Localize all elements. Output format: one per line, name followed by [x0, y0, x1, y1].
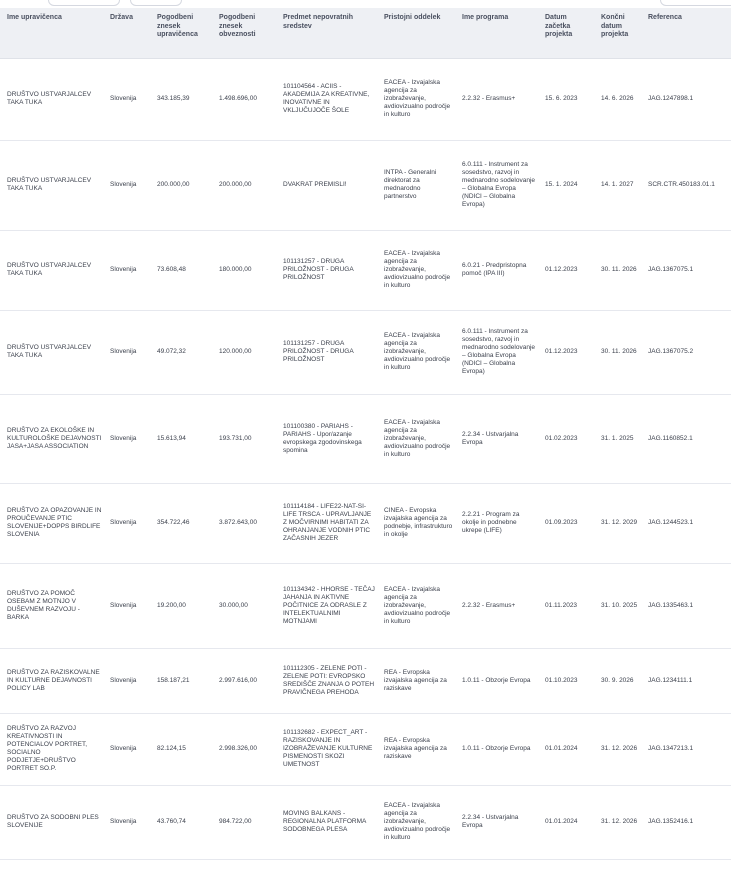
cell-start-date: 01.12.2023: [541, 230, 597, 310]
top-control-right[interactable]: [660, 0, 731, 6]
cell-beneficiary-amount: 19.200,00: [153, 563, 215, 648]
cell-start-date: 01.10.2023: [541, 648, 597, 713]
cell-beneficiary-amount: 73.608,48: [153, 230, 215, 310]
cell-name: DRUŠTVO ZA RAZVOJ KREATIVNOSTI IN POTENCIALOV PORTRET, SOCIALNO PODJETJE+DRUŠTVO PORTRET SO.P.: [0, 713, 106, 785]
cell-department: EACEA - Izvajalska agencija za izobraževanje, avdiovizualno področje in kulturo: [380, 230, 458, 310]
cell-name: DRUŠTVO USTVARJALCEV TAKA TUKA: [0, 230, 106, 310]
cell-commitment-amount: 180.000,00: [215, 230, 279, 310]
cell-start-date: 01.11.2023: [541, 563, 597, 648]
header-country[interactable]: Država: [110, 14, 133, 21]
table-header-row: [0, 8, 731, 58]
table-row[interactable]: [0, 648, 731, 713]
cell-name: DRUŠTVO ZA POMOČ OSEBAM Z MOTNJO V DUŠEVNEM RAZVOJU - BARKA: [0, 563, 106, 648]
cell-reference: JAG.1347213.1: [644, 713, 731, 785]
cell-program: 2.2.34 - Ustvarjalna Evropa: [458, 394, 541, 483]
cell-program: 6.0.111 - Instrument za sosedstvo, razvoj in mednarodno sodelovanje – Globalna Evropa (NDICI – Globalna Evropa): [458, 310, 541, 394]
cell-subject: MOVING BALKANS - REGIONALNA PLATFORMA SODOBNEGA PLESA: [279, 785, 380, 859]
cell-beneficiary-amount: 49.072,32: [153, 310, 215, 394]
cell-commitment-amount: 30.000,00: [215, 563, 279, 648]
header-reference[interactable]: Referenca: [648, 14, 682, 21]
cell-commitment-amount: 200.000,00: [215, 140, 279, 230]
cell-program: 1.0.11 - Obzorje Evropa: [458, 648, 541, 713]
cell-program: 2.2.32 - Erasmus+: [458, 563, 541, 648]
table-row[interactable]: [0, 563, 731, 648]
header-name[interactable]: Ime upravičenca: [7, 14, 62, 21]
cell-program: 2.2.21 - Program za okolje in podnebne ukrepe (LIFE): [458, 483, 541, 563]
cell-reference: JAG.1367075.1: [644, 230, 731, 310]
cell-program: 1.0.11 - Obzorje Evropa: [458, 713, 541, 785]
cell-commitment-amount: 1.498.696,00: [215, 58, 279, 140]
cell-program: 2.2.34 - Ustvarjalna Evropa: [458, 785, 541, 859]
cell-end-date: 30. 9. 2026: [597, 648, 644, 713]
table-row[interactable]: [0, 140, 731, 230]
cell-end-date: 31. 1. 2025: [597, 394, 644, 483]
cell-subject: 101104564 - ACIIS - AKADEMIJA ZA KREATIVNE, INOVATIVNE IN VKLJUČUJOČE ŠOLE: [279, 58, 380, 140]
table-row[interactable]: [0, 483, 731, 563]
cell-department: INTPA - Generalni direktorat za mednarodno partnerstvo: [380, 140, 458, 230]
cell-department: EACEA - Izvajalska agencija za izobraževanje, avdiovizualno področje in kulturo: [380, 310, 458, 394]
cell-subject: 101112305 - ZELENE POTI - ZELENE POTI: EVROPSKO SREDIŠČE ZNANJA O POTEH PRAVIČNEGA PREHODA: [279, 648, 380, 713]
top-control-middle[interactable]: [130, 0, 182, 6]
cell-program: 6.0.21 - Predpristopna pomoč (IPA III): [458, 230, 541, 310]
cell-department: REA - Evropska izvajalska agencija za raziskave: [380, 648, 458, 713]
table-row[interactable]: [0, 394, 731, 483]
cell-end-date: 31. 12. 2026: [597, 785, 644, 859]
cell-name: DRUŠTVO ZA SODOBNI PLES SLOVENIJE: [0, 785, 106, 859]
cell-reference: JAG.1160852.1: [644, 394, 731, 483]
cell-reference: JAG.1244523.1: [644, 483, 731, 563]
cell-department: EACEA - Izvajalska agencija za izobraževanje, avdiovizualno področje in kulturo: [380, 785, 458, 859]
cell-beneficiary-amount: 343.185,39: [153, 58, 215, 140]
cell-end-date: 31. 12. 2026: [597, 713, 644, 785]
cell-name: DRUŠTVO USTVARJALCEV TAKA TUKA: [0, 310, 106, 394]
cell-reference: JAG.1234111.1: [644, 648, 731, 713]
cell-name: DRUŠTVO ZA OPAZOVANJE IN PROUČEVANJE PTIC SLOVENIJE+DOPPS BIRDLIFE SLOVENIA: [0, 483, 106, 563]
cell-end-date: 14. 6. 2026: [597, 58, 644, 140]
cell-beneficiary-amount: 43.760,74: [153, 785, 215, 859]
cell-reference: JAG.1352416.1: [644, 785, 731, 859]
cell-commitment-amount: 120.000,00: [215, 310, 279, 394]
cell-subject: 101134342 - HHORSE - TEČAJ JAHANJA IN AKTIVNE POČITNICE ZA ODRASLE Z INTELEKTUALNIMI MOTNJAMI: [279, 563, 380, 648]
cell-subject: 101132682 - EXPECT_ART - RAZISKOVANJE IN IZOBRAŽEVANJE KULTURNE PISMENOSTI SKOZI UMETNOST: [279, 713, 380, 785]
cell-reference: JAG.1335463.1: [644, 563, 731, 648]
cell-reference: SCR.CTR.450183.01.1: [644, 140, 731, 230]
cell-country: Slovenija: [106, 310, 153, 394]
cell-start-date: 01.01.2024: [541, 785, 597, 859]
cell-beneficiary-amount: 82.124,15: [153, 713, 215, 785]
cell-start-date: 01.12.2023: [541, 310, 597, 394]
cell-commitment-amount: 2.998.326,00: [215, 713, 279, 785]
top-control-left[interactable]: [48, 0, 120, 6]
table-row[interactable]: [0, 230, 731, 310]
cell-commitment-amount: 193.731,00: [215, 394, 279, 483]
cell-country: Slovenija: [106, 140, 153, 230]
cell-commitment-amount: 984.722,00: [215, 785, 279, 859]
cell-reference: JAG.1367075.2: [644, 310, 731, 394]
cell-reference: JAG.1247898.1: [644, 58, 731, 140]
cell-subject: 101114184 - LIFE22-NAT-SI-LIFE TRSCA - UPRAVLJANJE Z MOČVIRNIMI HABITATI ZA OHRANJANJE VODNIH PTIC ZAČASNIH JEZER: [279, 483, 380, 563]
cell-country: Slovenija: [106, 483, 153, 563]
cell-end-date: 14. 1. 2027: [597, 140, 644, 230]
header-department[interactable]: Pristojni oddelek: [384, 14, 441, 21]
cell-name: DRUŠTVO USTVARJALCEV TAKA TUKA: [0, 58, 106, 140]
cell-country: Slovenija: [106, 394, 153, 483]
cell-country: Slovenija: [106, 713, 153, 785]
cell-department: EACEA - Izvajalska agencija za izobraževanje, avdiovizualno področje in kulturo: [380, 394, 458, 483]
header-commitment-amount[interactable]: Pogodbeni znesek obveznosti: [219, 14, 256, 38]
cell-end-date: 31. 10. 2025: [597, 563, 644, 648]
cell-department: REA - Evropska izvajalska agencija za raziskave: [380, 713, 458, 785]
table-row[interactable]: [0, 58, 731, 140]
cell-end-date: 30. 11. 2026: [597, 310, 644, 394]
top-controls: [0, 0, 731, 8]
cell-name: DRUŠTVO ZA RAZISKOVALNE IN KULTURNE DEJAVNOSTI POLICY LAB: [0, 648, 106, 713]
cell-beneficiary-amount: 158.187,21: [153, 648, 215, 713]
header-program[interactable]: Ime programa: [462, 14, 509, 21]
cell-start-date: 01.09.2023: [541, 483, 597, 563]
header-beneficiary-amount[interactable]: Pogodbeni znesek upravičenca: [157, 14, 198, 38]
cell-country: Slovenija: [106, 58, 153, 140]
cell-start-date: 01.02.2023: [541, 394, 597, 483]
beneficiaries-table: [0, 8, 731, 860]
cell-end-date: 31. 12. 2029: [597, 483, 644, 563]
cell-beneficiary-amount: 15.613,94: [153, 394, 215, 483]
table-row[interactable]: [0, 310, 731, 394]
cell-name: DRUŠTVO USTVARJALCEV TAKA TUKA: [0, 140, 106, 230]
cell-subject: DVAKRAT PREMISLI!: [279, 140, 380, 230]
cell-department: CINEA - Evropska izvajalska agencija za podnebje, infrastrukturo in okolje: [380, 483, 458, 563]
cell-beneficiary-amount: 200.000,00: [153, 140, 215, 230]
cell-beneficiary-amount: 354.722,46: [153, 483, 215, 563]
table-row[interactable]: [0, 713, 731, 785]
cell-subject: 101131257 - DRUGA PRILOŽNOST - DRUGA PRILOŽNOST: [279, 310, 380, 394]
cell-commitment-amount: 3.872.643,00: [215, 483, 279, 563]
cell-start-date: 15. 6. 2023: [541, 58, 597, 140]
header-subject[interactable]: Predmet nepovratnih sredstev: [283, 14, 354, 30]
cell-start-date: 01.01.2024: [541, 713, 597, 785]
cell-program: 6.0.111 - Instrument za sosedstvo, razvoj in mednarodno sodelovanje – Globalna Evropa (NDICI – Globalna Evropa): [458, 140, 541, 230]
cell-end-date: 30. 11. 2026: [597, 230, 644, 310]
cell-department: EACEA - Izvajalska agencija za izobraževanje, avdiovizualno področje in kulturo: [380, 563, 458, 648]
header-start-date[interactable]: Datum začetka projekta: [545, 14, 573, 38]
cell-country: Slovenija: [106, 563, 153, 648]
cell-start-date: 15. 1. 2024: [541, 140, 597, 230]
cell-subject: 101100380 - PARIAHS - PARIAHS - Upor/azanje evropskega zgodovinskega spomina: [279, 394, 380, 483]
cell-subject: 101131257 - DRUGA PRILOŽNOST - DRUGA PRILOŽNOST: [279, 230, 380, 310]
cell-name: DRUŠTVO ZA EKOLOŠKE IN KULTUROLOŠKE DEJAVNOSTI JASA+JASA ASSOCIATION: [0, 394, 106, 483]
cell-program: 2.2.32 - Erasmus+: [458, 58, 541, 140]
header-end-date[interactable]: Končni datum projekta: [601, 14, 629, 38]
cell-commitment-amount: 2.997.616,00: [215, 648, 279, 713]
cell-country: Slovenija: [106, 785, 153, 859]
cell-department: EACEA - Izvajalska agencija za izobraževanje, avdiovizualno področje in kulturo: [380, 58, 458, 140]
cell-country: Slovenija: [106, 648, 153, 713]
table-row[interactable]: [0, 785, 731, 859]
cell-country: Slovenija: [106, 230, 153, 310]
